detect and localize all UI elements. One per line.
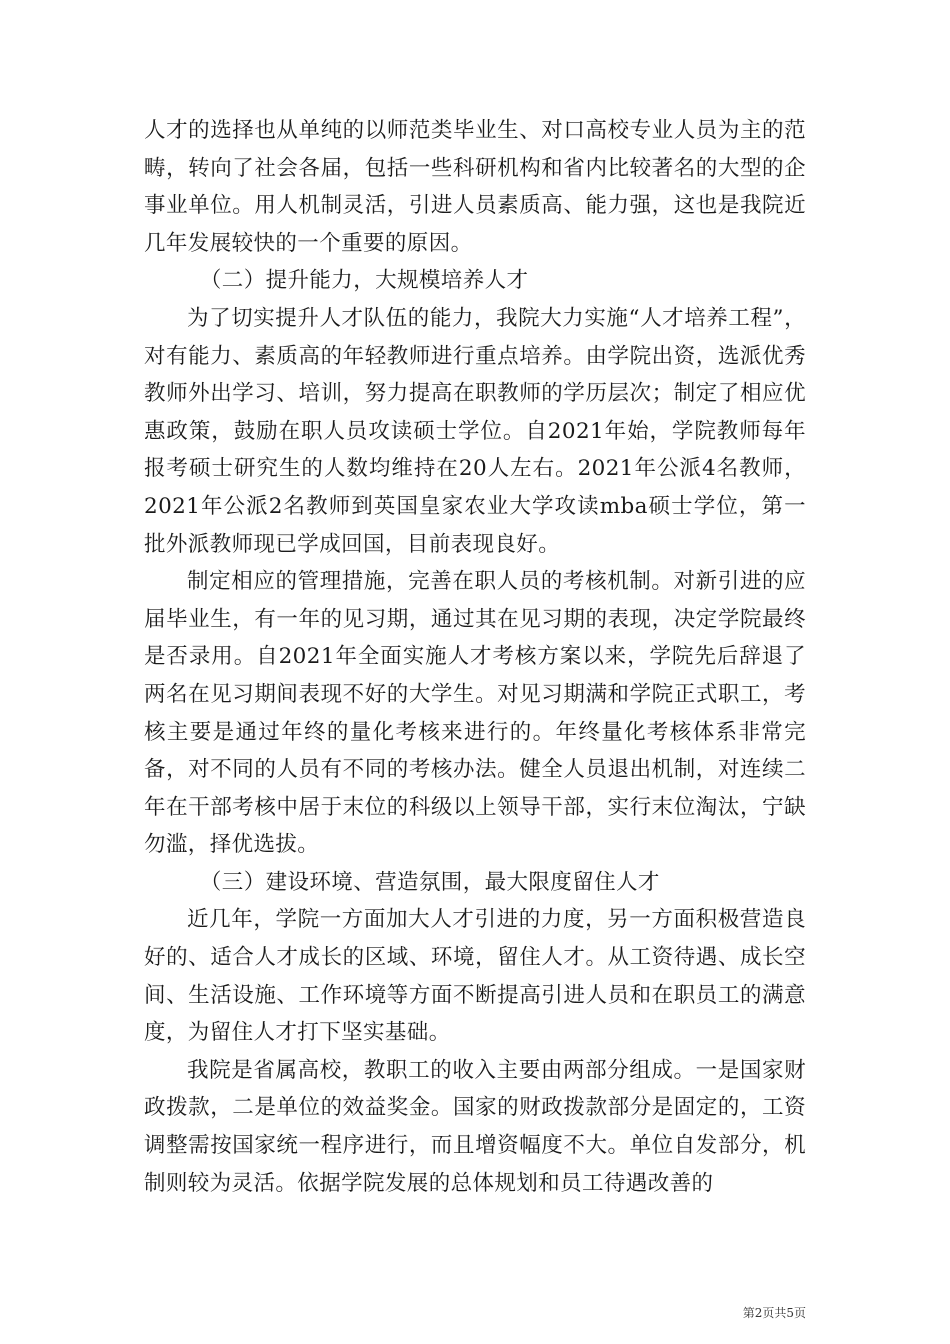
paragraph-income: 我院是省属高校，教职工的收入主要由两部分组成。一是国家财政拨款，二是单位的效益奖金。国家的财政拨款部分是固定的，工资调整需按国家统一程序进行，而且增资幅度不大。单位自发部分，机制则较为灵活。依据学院发展的总体规划和员工待遇改善的	[144, 1057, 806, 1196]
page-number: 第2页共5页	[742, 1306, 806, 1320]
document-body	[144, 112, 806, 1202]
section-heading-3: （三）建设环境、营造氛围，最大限度留住人才	[199, 869, 660, 895]
section-heading-2: （二）提升能力，大规模培养人才	[199, 268, 529, 294]
paragraph-assessment: 制定相应的管理措施，完善在职人员的考核机制。对新引进的应届毕业生，有一年的见习期，通过其在见习期的表现，决定学院最终是否录用。自2021年全面实施人才考核方案以来，学院先后辞退了两名在见习期间表现不好的大学生。对见习期满和学院正式职工，考核主要是通过年终的量化考核来进行的。年终量化考核体系非常完备，对不同的人员有不同的考核办法。健全人员退出机制，对连续二年在干部考核中居于末位的科级以上领导干部，实行末位淘汰，宁缺勿滥，择优选拔。	[144, 569, 806, 858]
paragraph-talent-training: 为了切实提升人才队伍的能力，我院大力实施“人才培养工程”，对有能力、素质高的年轻教师进行重点培养。由学院出资，选派优秀教师外出学习、培训，努力提高在职教师的学历层次；制定了相应优惠政策，鼓励在职人员攻读硕士学位。自2021年始，学院教师每年报考硕士研究生的人数均维持在20人左右。2021年公派4名教师，2021年公派2名教师到英国皇家农业大学攻读mba硕士学位，第一批外派教师现已学成回国，目前表现良好。	[144, 305, 806, 557]
paragraph-continuation: 人才的选择也从单纯的以师范类毕业生、对口高校专业人员为主的范畴，转向了社会各届，包括一些科研机构和省内比较著名的大型的企事业单位。用人机制灵活，引进人员素质高、能力强，这也是我院近几年发展较快的一个重要的原因。	[144, 118, 806, 256]
paragraph-environment: 近几年，学院一方面加大人才引进的力度，另一方面积极营造良好的、适合人才成长的区域、环境，留住人才。从工资待遇、成长空间、生活设施、工作环境等方面不断提高引进人员和在职员工的满意度，为留住人才打下坚实基础。	[144, 907, 806, 1046]
